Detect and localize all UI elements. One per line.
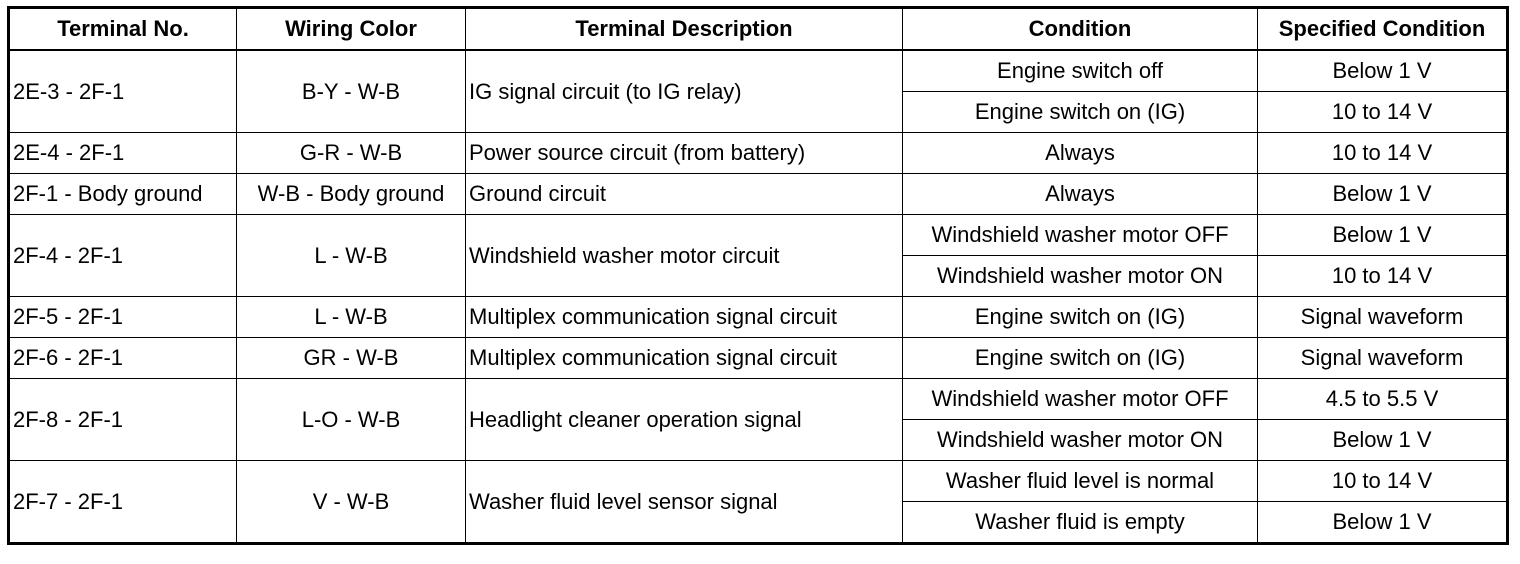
wiring-color-cell: B-Y - W-B	[237, 50, 466, 133]
header-wiring-color: Wiring Color	[237, 8, 466, 51]
terminal-cell: 2E-3 - 2F-1	[9, 50, 237, 133]
wiring-color-cell: L-O - W-B	[237, 379, 466, 461]
table-row	[9, 174, 1508, 215]
specified-cell: Below 1 V	[1258, 215, 1508, 256]
specified-cell: Below 1 V	[1258, 50, 1508, 92]
header-specified-condition: Specified Condition	[1258, 8, 1508, 51]
terminal-cell: 2F-5 - 2F-1	[9, 297, 237, 338]
terminal-spec-table	[7, 6, 1509, 545]
wiring-color-cell: G-R - W-B	[237, 133, 466, 174]
condition-cell: Always	[903, 174, 1258, 215]
description-cell: Multiplex communication signal circuit	[466, 338, 903, 379]
terminal-cell: 2F-7 - 2F-1	[9, 461, 237, 544]
table-row	[9, 461, 1508, 502]
specified-cell: 10 to 14 V	[1258, 92, 1508, 133]
terminal-cell: 2F-1 - Body ground	[9, 174, 237, 215]
header-terminal-no: Terminal No.	[9, 8, 237, 51]
specified-cell: Signal waveform	[1258, 297, 1508, 338]
specified-cell: Below 1 V	[1258, 502, 1508, 544]
table-row	[9, 379, 1508, 420]
table-row	[9, 215, 1508, 256]
wiring-color-cell: L - W-B	[237, 215, 466, 297]
condition-cell: Washer fluid level is normal	[903, 461, 1258, 502]
wiring-color-cell: GR - W-B	[237, 338, 466, 379]
condition-cell: Windshield washer motor ON	[903, 420, 1258, 461]
wiring-color-cell: W-B - Body ground	[237, 174, 466, 215]
condition-cell: Engine switch on (IG)	[903, 297, 1258, 338]
description-cell: IG signal circuit (to IG relay)	[466, 50, 903, 133]
condition-cell: Engine switch on (IG)	[903, 338, 1258, 379]
terminal-cell: 2F-4 - 2F-1	[9, 215, 237, 297]
condition-cell: Windshield washer motor OFF	[903, 215, 1258, 256]
wiring-color-cell: L - W-B	[237, 297, 466, 338]
header-terminal-description: Terminal Description	[466, 8, 903, 51]
specified-cell: Signal waveform	[1258, 338, 1508, 379]
specified-cell: 10 to 14 V	[1258, 256, 1508, 297]
description-cell: Power source circuit (from battery)	[466, 133, 903, 174]
table-row	[9, 338, 1508, 379]
condition-cell: Engine switch off	[903, 50, 1258, 92]
description-cell: Windshield washer motor circuit	[466, 215, 903, 297]
condition-cell: Windshield washer motor ON	[903, 256, 1258, 297]
header-condition: Condition	[903, 8, 1258, 51]
specified-cell: 4.5 to 5.5 V	[1258, 379, 1508, 420]
table-row	[9, 297, 1508, 338]
table-row	[9, 133, 1508, 174]
description-cell: Headlight cleaner operation signal	[466, 379, 903, 461]
terminal-cell: 2F-6 - 2F-1	[9, 338, 237, 379]
description-cell: Multiplex communication signal circuit	[466, 297, 903, 338]
specified-cell: Below 1 V	[1258, 174, 1508, 215]
table-body	[9, 50, 1508, 544]
condition-cell: Engine switch on (IG)	[903, 92, 1258, 133]
description-cell: Washer fluid level sensor signal	[466, 461, 903, 544]
table-row	[9, 50, 1508, 92]
spec-table-container	[7, 6, 1509, 545]
specified-cell: Below 1 V	[1258, 420, 1508, 461]
specified-cell: 10 to 14 V	[1258, 461, 1508, 502]
terminal-cell: 2F-8 - 2F-1	[9, 379, 237, 461]
specified-cell: 10 to 14 V	[1258, 133, 1508, 174]
description-cell: Ground circuit	[466, 174, 903, 215]
wiring-color-cell: V - W-B	[237, 461, 466, 544]
condition-cell: Windshield washer motor OFF	[903, 379, 1258, 420]
terminal-cell: 2E-4 - 2F-1	[9, 133, 237, 174]
condition-cell: Washer fluid is empty	[903, 502, 1258, 544]
header-row	[9, 8, 1508, 51]
condition-cell: Always	[903, 133, 1258, 174]
